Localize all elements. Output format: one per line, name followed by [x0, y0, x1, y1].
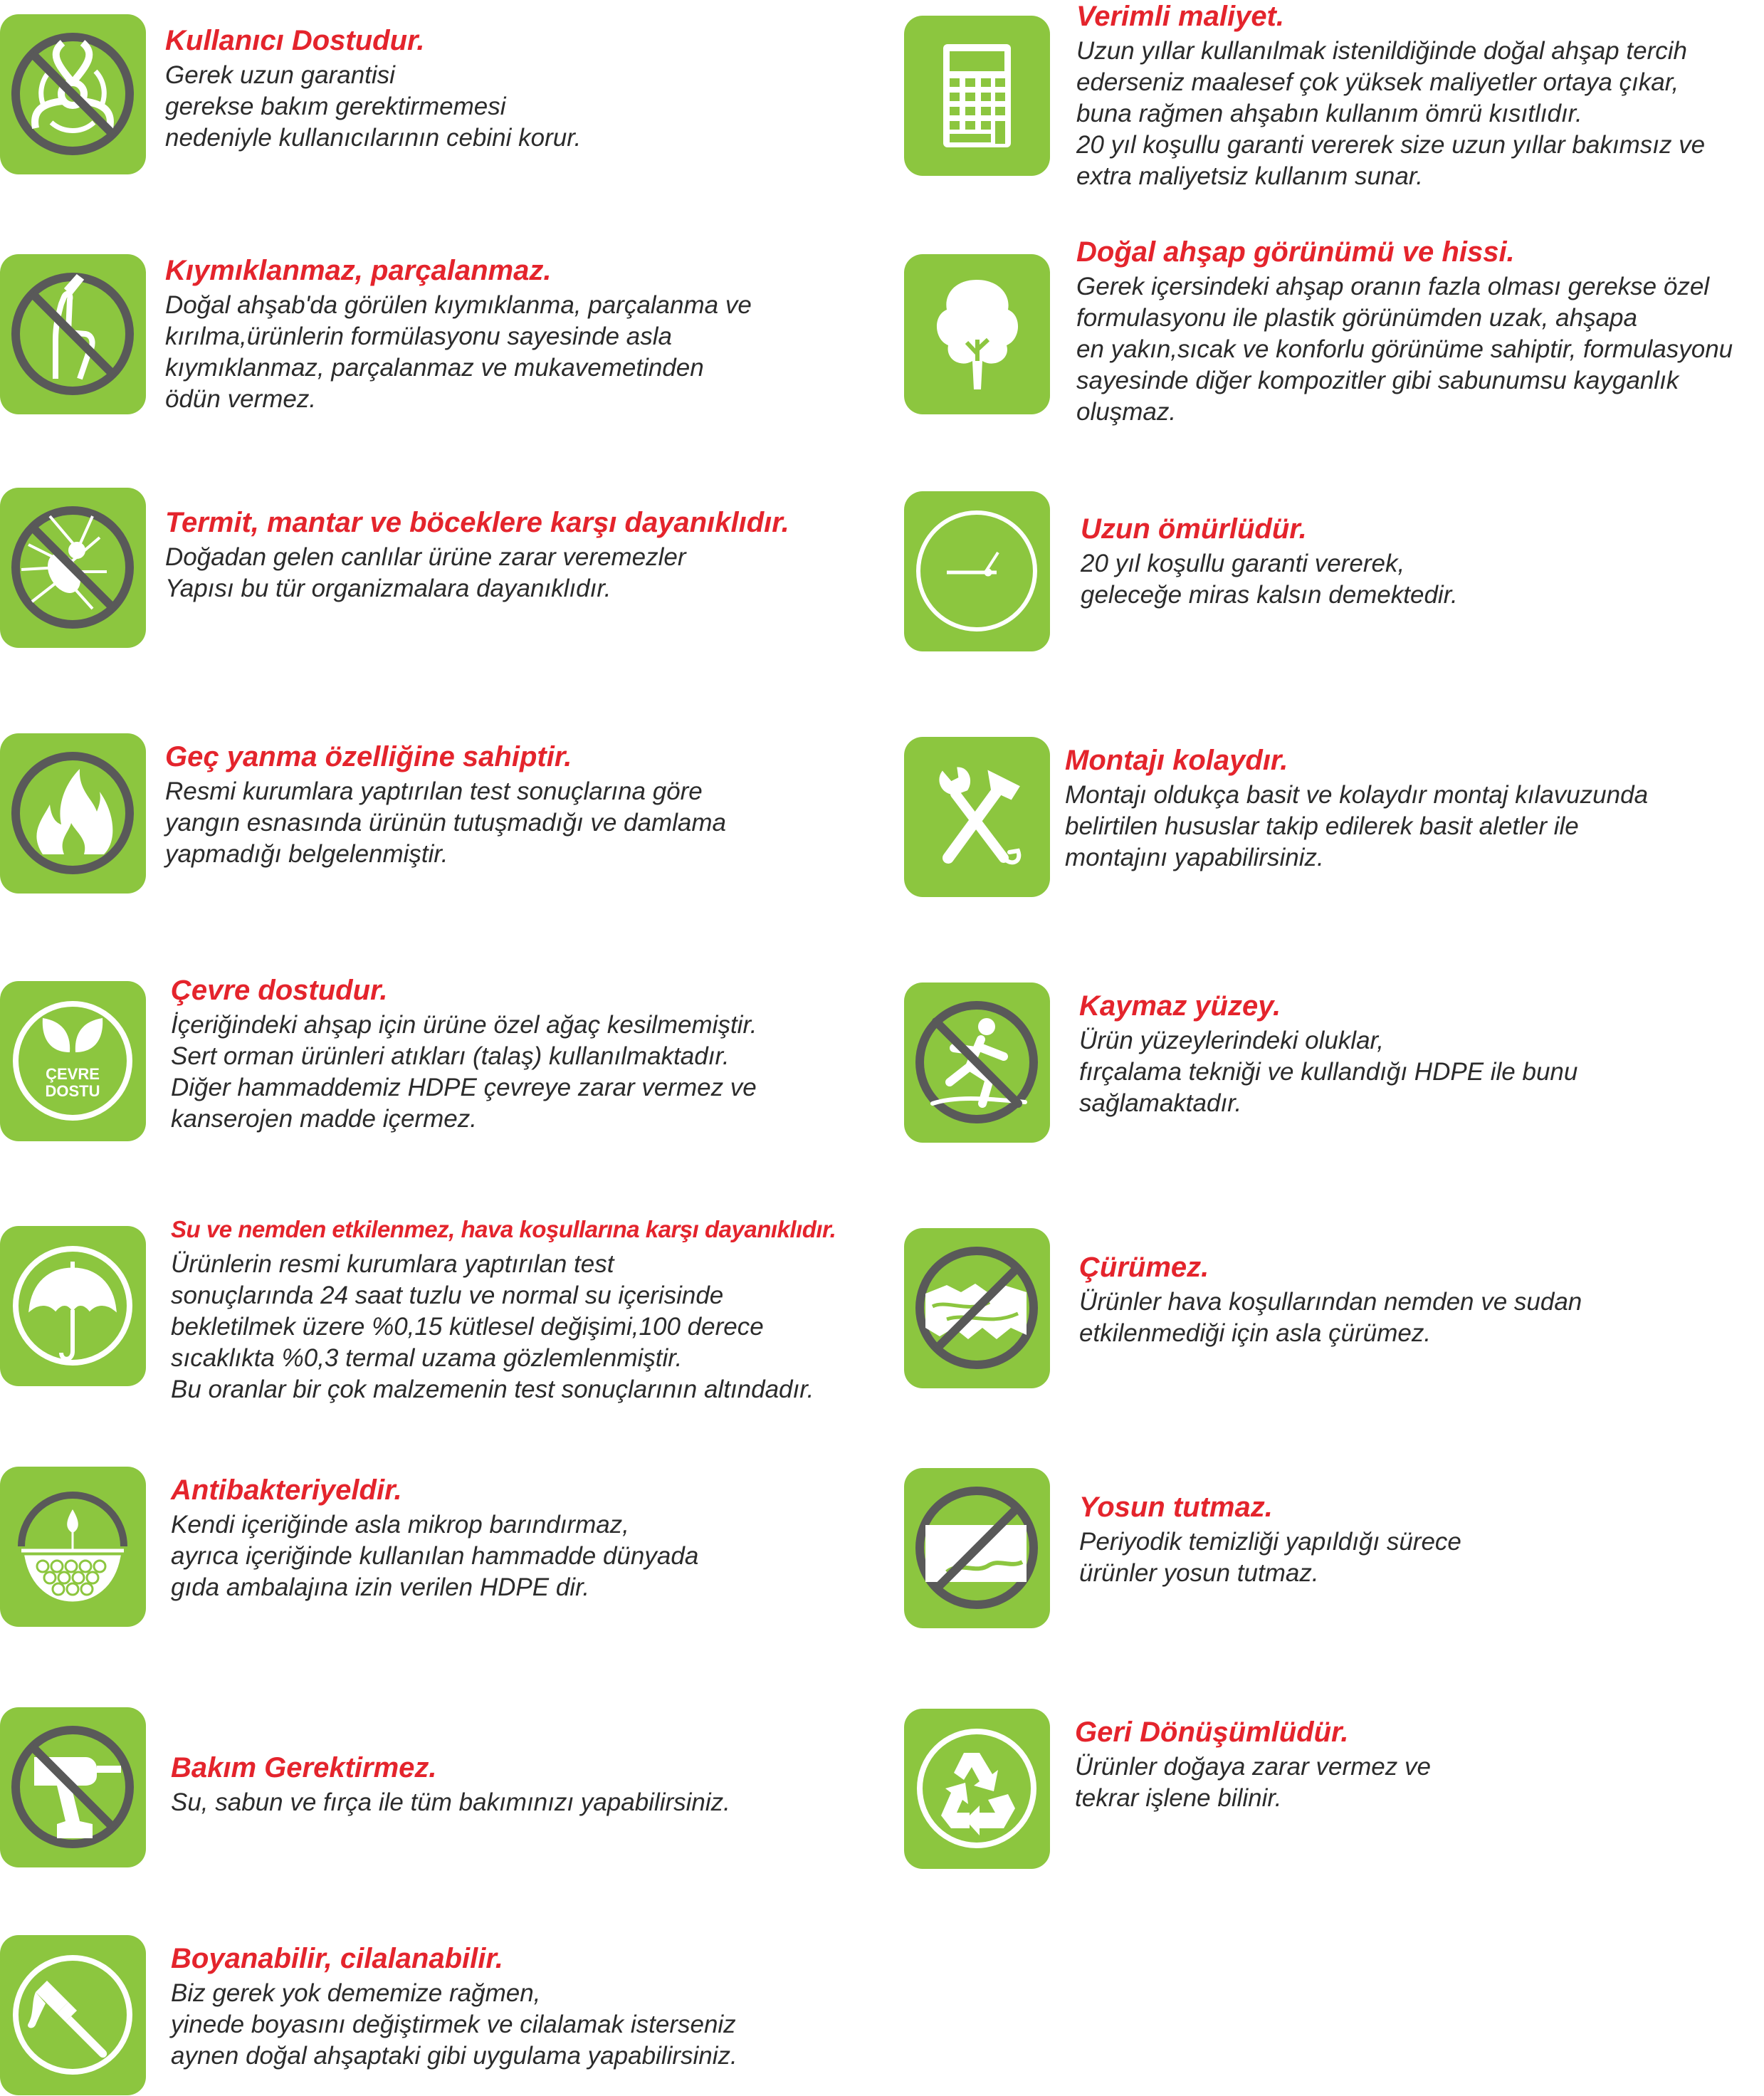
feature-line: sıcaklıkta %0,3 termal uzama gözlemlenmiştir. — [171, 1344, 683, 1372]
feature-title: Su ve nemden etkilenmez, hava koşullarına karşı dayanıklıdır. — [171, 1216, 836, 1242]
feature-line: gerekse bakım gerektirmemesi — [165, 93, 506, 120]
feature-line: Montajı oldukça basit ve kolaydır montaj kılavuzunda — [1065, 781, 1649, 809]
feature-line: ürünler yosun tutmaz. — [1079, 1559, 1319, 1587]
calculator-icon — [904, 16, 1050, 176]
feature-title: Antibakteriyeldir. — [171, 1474, 402, 1506]
feature-title: Kıymıklanmaz, parçalanmaz. — [165, 255, 552, 286]
feature-line: ayrıca içeriğinde kullanılan hammadde dünyada — [171, 1542, 699, 1570]
fire-icon — [0, 733, 146, 894]
tree-icon — [904, 254, 1050, 414]
feature-line: geleceğe miras kalsın demektedir. — [1081, 581, 1458, 609]
moss-icon — [904, 1468, 1050, 1628]
feature-line: Bu oranlar bir çok malzemenin test sonuçlarının altındadır. — [171, 1376, 814, 1403]
feature-line: Yapısı bu tür organizmalara dayanıklıdır. — [165, 575, 611, 602]
feature-line: ödün vermez. — [165, 385, 317, 413]
feature-title: Boyanabilir, cilalanabilir. — [171, 1943, 503, 1974]
feature-line: sayesinde diğer kompozitler gibi sabunumsu kayganlık — [1076, 367, 1679, 394]
feature-line: kırılma,ürünlerin formülasyonu sayesinde asla — [165, 323, 672, 350]
feature-line: buna rağmen ahşabın kullanım ömrü kısıtlıdır. — [1076, 100, 1582, 127]
feature-title: Uzun ömürlüdür. — [1081, 513, 1307, 545]
feature-title: Verimli maliyet. — [1076, 1, 1284, 32]
feature-title: Bakım Gerektirmez. — [171, 1752, 437, 1783]
feature-line: Gerek içersindeki ahşap oranın fazla olması gerekse özel — [1076, 273, 1710, 300]
feature-line: Ürün yüzeylerindeki oluklar, — [1079, 1027, 1384, 1054]
feature-title: Çevre dostudur. — [171, 975, 388, 1006]
feature-line: oluşmaz. — [1076, 398, 1177, 426]
feature-line: Biz gerek yok dememize rağmen, — [171, 1979, 541, 2007]
antibacterial-icon — [0, 1467, 146, 1627]
feature-line: sağlamaktadır. — [1079, 1089, 1242, 1117]
feature-line: Kendi içeriğinde asla mikrop barındırmaz, — [171, 1511, 629, 1539]
insect-icon — [0, 488, 146, 648]
eco-label-line2: DOSTU — [45, 1082, 100, 1100]
feature-line: Su, sabun ve fırça ile tüm bakımınızı yapabilirsiniz. — [171, 1788, 730, 1816]
feature-line: Doğadan gelen canlılar ürüne zarar veremezler — [165, 543, 686, 571]
feature-line: Ürünlerin resmi kurumlara yaptırılan test — [171, 1250, 614, 1278]
biohazard-icon — [0, 14, 146, 174]
feature-title: Termit, mantar ve böceklere karşı dayanıklıdır. — [165, 507, 789, 538]
feature-line: aynen doğal ahşaptaki gibi uygulama yapabilirsiniz. — [171, 2042, 737, 2070]
feature-line: etkilenmediği için asla çürümez. — [1079, 1319, 1432, 1347]
feature-line: Ürünler hava koşullarından nemden ve sudan — [1079, 1288, 1582, 1316]
feature-title: Montajı kolaydır. — [1065, 745, 1288, 776]
feature-line: 20 yıl koşullu garanti vererek, — [1081, 550, 1405, 577]
recycle-icon — [904, 1709, 1050, 1869]
feature-line: kıymıklanmaz, parçalanmaz ve mukavemetinden — [165, 354, 704, 382]
feature-line: bekletilmek üzere %0,15 kütlesel değişimi,100 derece — [171, 1313, 764, 1341]
slip-icon — [904, 983, 1050, 1143]
feature-line: Gerek uzun garantisi — [165, 61, 395, 89]
umbrella-icon — [0, 1226, 146, 1386]
feature-line: nedeniyle kullanıcılarının cebini korur. — [165, 124, 582, 152]
drill-icon — [0, 1707, 146, 1867]
tools-icon — [904, 737, 1050, 897]
clock-icon — [904, 491, 1050, 651]
eco-leaf-icon — [0, 981, 146, 1141]
feature-line: tekrar işlene bilinir. — [1075, 1784, 1282, 1812]
feature-title: Kaymaz yüzey. — [1079, 990, 1281, 1022]
paintbrush-icon — [0, 1935, 146, 2095]
feature-title: Yosun tutmaz. — [1079, 1492, 1273, 1523]
rot-icon — [904, 1228, 1050, 1388]
feature-line: Periyodik temizliği yapıldığı sürece — [1079, 1528, 1461, 1556]
feature-line: Ürünler doğaya zarar vermez ve — [1075, 1753, 1431, 1781]
feature-title: Çürümez. — [1079, 1252, 1209, 1283]
feature-line: 20 yıl koşullu garanti vererek size uzun yıllar bakımsız ve — [1076, 131, 1706, 159]
feature-line: İçeriğindeki ahşap için ürüne özel ağaç kesilmemiştir. — [171, 1011, 757, 1039]
feature-line: en yakın,sıcak ve konforlu görünüme sahiptir, formulasyonu — [1076, 335, 1733, 363]
feature-line: yangın esnasında ürünün tutuşmadığı ve damlama — [165, 809, 726, 837]
feature-line: kanserojen madde içermez. — [171, 1105, 477, 1133]
feature-title: Geç yanma özelliğine sahiptir. — [165, 741, 572, 772]
feature-line: Sert orman ürünleri atıkları (talaş) kullanılmaktadır. — [171, 1042, 730, 1070]
feature-line: belirtilen hususlar takip edilerek basit aletler ile — [1065, 812, 1579, 840]
feature-line: montajını yapabilirsiniz. — [1065, 844, 1324, 871]
feature-title: Doğal ahşap görünümü ve hissi. — [1076, 236, 1515, 268]
feature-line: formulasyonu ile plastik görünümden uzak, ahşapa — [1076, 304, 1637, 332]
feature-line: ederseniz maalesef çok yüksek maliyetler ortaya çıkar, — [1076, 68, 1679, 96]
feature-line: Uzun yıllar kullanılmak istenildiğinde doğal ahşap tercih — [1076, 37, 1687, 65]
feature-line: Resmi kurumlara yaptırılan test sonuçlarına göre — [165, 777, 703, 805]
feature-line: sonuçlarında 24 saat tuzlu ve normal su içerisinde — [171, 1282, 724, 1309]
feature-title: Kullanıcı Dostudur. — [165, 25, 425, 56]
feature-line: Diğer hammaddemiz HDPE çevreye zarar vermez ve — [171, 1074, 757, 1101]
feature-line: fırçalama tekniği ve kullandığı HDPE ile bunu — [1079, 1058, 1578, 1086]
feature-line: gıda ambalajına izin verilen HDPE dir. — [171, 1573, 590, 1601]
feature-title: Geri Dönüşümlüdür. — [1075, 1717, 1349, 1748]
feature-line: Doğal ahşab'da görülen kıymıklanma, parçalanma ve — [165, 291, 752, 319]
feature-line: yapmadığı belgelenmiştir. — [165, 840, 448, 868]
splinter-hand-icon — [0, 254, 146, 414]
eco-label-line1: ÇEVRE — [46, 1065, 100, 1083]
feature-line: yinede boyasını değiştirmek ve cilalamak isterseniz — [171, 2011, 736, 2038]
feature-line: extra maliyetsiz kullanım sunar. — [1076, 162, 1423, 190]
